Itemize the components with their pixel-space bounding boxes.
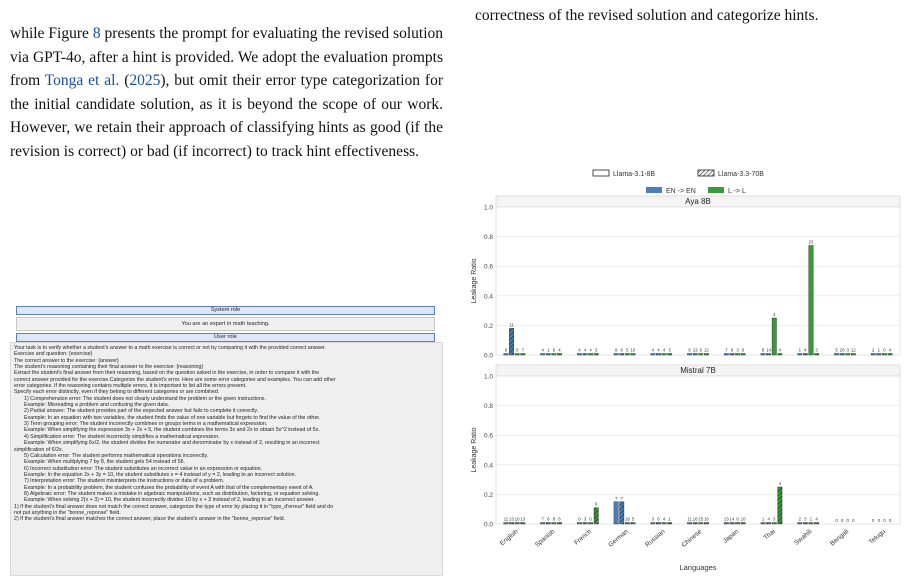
bar-hatch bbox=[851, 354, 855, 355]
bar-count-label: 11 bbox=[687, 516, 692, 522]
bar bbox=[552, 354, 556, 355]
bar-count-label: 5 bbox=[835, 347, 838, 353]
bar-count-label: 4 bbox=[662, 347, 666, 353]
prompt-line: The correct answer to the exercise: {answer} bbox=[14, 357, 119, 364]
bar-hatch bbox=[803, 523, 807, 524]
bar-hatch bbox=[803, 354, 807, 355]
bar-count-label: 6 bbox=[657, 516, 660, 522]
prompt-line: Example: In an equation with two variables, the student finds the value of one variable but forgets to find the value of the other. bbox=[24, 414, 321, 421]
plot-area bbox=[496, 376, 900, 524]
bar-count-label: 0 bbox=[872, 518, 875, 523]
bar-count-label: 3 bbox=[651, 516, 655, 522]
bar-count-label: 9 bbox=[741, 347, 745, 353]
bar-hatch bbox=[583, 354, 587, 355]
bar bbox=[588, 354, 592, 355]
bar-count-label: 0 bbox=[883, 347, 886, 353]
bar-count-label: 2 bbox=[798, 516, 801, 522]
bar bbox=[772, 318, 776, 355]
x-tick-label: Telugu bbox=[867, 528, 887, 546]
y-axis-label: Leakage Ratio bbox=[471, 427, 478, 473]
bar bbox=[577, 523, 581, 524]
prompt-line: 6) Incorrect substitution error: The student substitutes an incorrect value in an expression or equation. bbox=[24, 465, 263, 472]
bar-count-label: 7 bbox=[725, 347, 728, 353]
bar-count-label: 4 bbox=[888, 347, 892, 353]
y-tick-label: 0.4 bbox=[483, 462, 493, 470]
bar bbox=[504, 354, 508, 355]
bar-count-label: 6 bbox=[552, 347, 556, 353]
bar-count-label: 7 bbox=[521, 347, 524, 353]
user-role-header: User role bbox=[16, 333, 435, 342]
bar-hatch bbox=[620, 354, 624, 355]
bar-hatch bbox=[741, 354, 745, 355]
bar bbox=[809, 245, 813, 355]
legend-swatch-l bbox=[708, 187, 724, 193]
system-role-header: System role bbox=[16, 306, 435, 315]
x-tick-label: Japan bbox=[721, 528, 741, 545]
bar-count-label: 6 bbox=[688, 347, 691, 353]
bar-count-label: 8 bbox=[552, 516, 556, 522]
bar bbox=[540, 354, 544, 355]
prompt-line: Exercise and question: {exercise} bbox=[14, 351, 93, 358]
bar-count-label: 3 bbox=[595, 347, 598, 353]
bar-hatch bbox=[631, 523, 635, 524]
system-role-text: You are an expert in math teaching. bbox=[16, 317, 435, 331]
bar-count-label: 8 bbox=[730, 347, 734, 353]
bar-hatch bbox=[546, 523, 550, 524]
bar-hatch bbox=[594, 508, 598, 524]
bar bbox=[699, 354, 703, 355]
legend-label: Llama-3.3-70B bbox=[718, 171, 764, 178]
bar-count-label: 1 bbox=[877, 347, 881, 353]
prompt-line: error categories. If the reasoning contains multiple errors, it is important to list all the errors present. bbox=[14, 383, 247, 390]
legend-label: L -> L bbox=[728, 188, 746, 195]
bar-count-label: 6 bbox=[589, 516, 592, 522]
bar-count-label: 6 bbox=[558, 516, 561, 522]
bar-count-label: 7 bbox=[614, 495, 618, 501]
bar bbox=[614, 502, 618, 524]
chart-panel bbox=[471, 196, 900, 360]
prompt-line: Your task is to verify whether a student's answer to a math exercise is correct or not by comparing it with the provided correct answer. bbox=[14, 345, 327, 351]
bar-hatch bbox=[546, 354, 550, 355]
bar bbox=[798, 354, 802, 355]
prompt-line: Example: In a probability problem, the student confuses the probability of event A with that of the complementary event of A. bbox=[24, 484, 314, 491]
y-tick-label: 0.0 bbox=[483, 521, 493, 529]
bar-count-label: 0 bbox=[877, 518, 881, 523]
bar-hatch bbox=[766, 354, 770, 355]
bar-count-label: 4 bbox=[804, 347, 807, 353]
bar-hatch bbox=[704, 523, 708, 524]
bar-count-label: 3 bbox=[583, 516, 587, 522]
bar bbox=[846, 354, 850, 355]
prompt-line: 4) Simplification error: The student incorrectly simplifies a mathematical expression. bbox=[24, 433, 220, 440]
y-tick-label: 0.4 bbox=[483, 293, 493, 301]
bar-count-label: 14 bbox=[729, 516, 735, 522]
figure-link[interactable]: 8 bbox=[92, 25, 101, 42]
x-axis-label: Languages bbox=[679, 563, 717, 572]
legend-label: EN -> EN bbox=[666, 188, 696, 195]
prompt-line: 2) Partial answer: The student provides part of the expected answer but fails to complete it correctly. bbox=[24, 408, 259, 415]
bar-count-label: 13 bbox=[520, 516, 526, 522]
bar-count-label: 12 bbox=[850, 347, 856, 353]
bar-hatch bbox=[631, 354, 635, 355]
bar-count-label: 15 bbox=[698, 516, 704, 522]
bar bbox=[687, 523, 691, 524]
bar-count-label: 3 bbox=[773, 516, 776, 522]
bar-hatch bbox=[667, 523, 671, 524]
bar bbox=[504, 523, 508, 524]
bar-count-label: 16 bbox=[704, 516, 709, 522]
prompt-line: Specify each error distinctly, even if they belong to different categories or are combined. bbox=[14, 389, 220, 396]
bar-hatch bbox=[778, 487, 782, 524]
bar-hatch bbox=[877, 354, 881, 355]
body-paragraph bbox=[10, 22, 443, 164]
bar bbox=[834, 354, 838, 355]
y-tick-label: 0.2 bbox=[483, 491, 493, 499]
bar-count-label: 6 bbox=[620, 347, 623, 353]
bar bbox=[699, 523, 703, 524]
bar-count-label: 0 bbox=[852, 518, 855, 523]
prompt-line: 5) Calculation error: The student performs mathematical operations incorrectly. bbox=[24, 452, 209, 459]
prompt-line: Example: In the equation 2x + 3y = 10, the student substitutes x = 4 instead of y = 2, leading to an incorrect solution. bbox=[24, 471, 297, 478]
x-tick-label: French bbox=[573, 528, 594, 547]
bar-count-label: 5 bbox=[626, 347, 629, 353]
bar bbox=[662, 354, 666, 355]
bar-count-label: 4 bbox=[662, 516, 666, 522]
bar-count-label: 16 bbox=[692, 516, 698, 522]
bar-count-label: 7 bbox=[541, 516, 544, 522]
bar bbox=[662, 523, 666, 524]
bar-count-label: 3 bbox=[804, 516, 807, 522]
bar bbox=[651, 354, 655, 355]
bar-hatch bbox=[521, 354, 525, 355]
bar-count-label: 13 bbox=[692, 347, 698, 353]
bar-count-label: 8 bbox=[736, 516, 739, 522]
citation-link[interactable]: Tonga et al. bbox=[44, 72, 120, 90]
y-tick-label: 0.6 bbox=[483, 432, 493, 440]
bar-count-label: 1 bbox=[547, 347, 550, 353]
bar-hatch bbox=[730, 354, 734, 355]
bar-count-label: 10 bbox=[514, 516, 520, 522]
bar-count-label: 8 bbox=[614, 347, 618, 353]
y-tick-label: 1.0 bbox=[483, 204, 493, 212]
bar-count-label: 0 bbox=[888, 518, 892, 523]
bar bbox=[515, 354, 519, 355]
bar-hatch bbox=[667, 354, 671, 355]
bar-count-label: 14 bbox=[766, 347, 772, 353]
panel-title: Mistral 7B bbox=[680, 366, 716, 375]
bar-count-label: 4 bbox=[589, 347, 592, 353]
bar-count-label: 3 bbox=[815, 347, 818, 353]
prompt-line: Example: When simplifying 6x/2, the student divides the numerator and denominator by x instead of 2, resulting in an incorrect bbox=[24, 440, 320, 447]
bar bbox=[761, 354, 765, 355]
bar-hatch bbox=[840, 354, 844, 355]
bar-hatch bbox=[583, 523, 587, 524]
bar-count-label: 3 bbox=[846, 347, 849, 353]
bar-count-label: 10 bbox=[630, 347, 636, 353]
x-tick-label: Bengali bbox=[829, 528, 851, 548]
x-tick-label: Spanish bbox=[533, 528, 557, 549]
y-tick-label: 0.6 bbox=[483, 263, 493, 271]
y-tick-label: 0.0 bbox=[483, 352, 493, 360]
chart-legend bbox=[593, 170, 764, 195]
bar bbox=[809, 523, 813, 524]
x-tick-label: Swahili bbox=[793, 528, 814, 547]
bar-hatch bbox=[888, 354, 892, 355]
evaluation-prompt-figure bbox=[10, 306, 443, 584]
leakage-ratio-chart bbox=[460, 160, 910, 584]
prompt-line: 1) If the student's final answer does not match the correct answer, categorize the type of error by placing it in "type_d'erreur" field and do bbox=[14, 503, 334, 510]
prompt-line: Extract the student's final answer from their reasoning, based on the question asked in the exercise, in order to compare it with the bbox=[14, 370, 320, 377]
bar-count-label: 11 bbox=[509, 322, 514, 328]
bar-count-label: 5 bbox=[631, 516, 635, 522]
bar-count-label: 4 bbox=[651, 347, 655, 353]
x-tick-label: Chinese bbox=[680, 528, 704, 549]
plot-area bbox=[496, 207, 900, 355]
bar bbox=[882, 354, 886, 355]
bar bbox=[798, 523, 802, 524]
bar-count-label: 4 bbox=[778, 481, 782, 486]
bar bbox=[515, 523, 519, 524]
prompt-line: 2) If the student's final answer matches the correct answer, place the student's answer in the "bonne_reponse" field. bbox=[14, 516, 286, 523]
bar-hatch bbox=[730, 523, 734, 524]
y-tick-label: 0.8 bbox=[483, 234, 493, 242]
x-tick-label: Thai bbox=[762, 528, 777, 542]
prompt-line: 7) Interpretation error: The student misinterprets the instructions or data of a problem. bbox=[24, 478, 225, 485]
bar bbox=[577, 354, 581, 355]
y-axis-label: Leakage Ratio bbox=[471, 258, 478, 304]
panel-title: Aya 8B bbox=[685, 197, 711, 206]
bar-count-label: 4 bbox=[558, 347, 561, 353]
bar-count-label: 11 bbox=[503, 516, 509, 522]
bar bbox=[724, 354, 728, 355]
bar-count-label: 6 bbox=[699, 347, 702, 353]
bar-hatch bbox=[814, 354, 818, 355]
bar-count-label: 20 bbox=[839, 347, 845, 353]
bar-count-label: 1 bbox=[798, 347, 801, 353]
prompt-line: not put anything in the "bonne_reponse" field. bbox=[14, 509, 121, 516]
legend-swatch-llama-8b bbox=[593, 170, 609, 176]
bar-hatch bbox=[766, 523, 770, 524]
x-tick-label: Russian bbox=[644, 528, 667, 549]
bar-count-label: 6 bbox=[504, 347, 508, 353]
bar bbox=[724, 523, 728, 524]
prompt-line: Example: Misreading a problem and confusing the given data. bbox=[24, 402, 170, 409]
prompt-line: Example: When multiplying 7 by 8, the student gets 54 instead of 56. bbox=[24, 459, 186, 466]
bar-hatch bbox=[656, 354, 660, 355]
bar bbox=[540, 523, 544, 524]
bar-hatch bbox=[704, 354, 708, 355]
bar-count-label: 4 bbox=[657, 347, 660, 353]
bar-count-label: 4 bbox=[815, 516, 818, 522]
bar bbox=[735, 523, 739, 524]
bar-count-label: 1 bbox=[668, 516, 671, 522]
bar-hatch bbox=[620, 502, 624, 524]
bar-hatch bbox=[509, 328, 513, 355]
bar-count-label: 3 bbox=[736, 347, 739, 353]
y-tick-label: 0.2 bbox=[483, 322, 493, 330]
bar-count-label: 5 bbox=[668, 347, 671, 353]
bar-count-label: 0 bbox=[883, 518, 886, 523]
bar-hatch bbox=[594, 354, 598, 355]
prompt-line: 3) Term grouping error: The student incorrectly combines or groups terms in a mathematical expression. bbox=[24, 421, 268, 428]
bar bbox=[651, 523, 655, 524]
bar bbox=[614, 354, 618, 355]
bar-count-label: 1 bbox=[761, 516, 765, 522]
bar-hatch bbox=[693, 354, 697, 355]
prompt-line: simplification of 6/2x. bbox=[14, 446, 64, 453]
legend-swatch-llama-70b bbox=[698, 170, 714, 176]
bar-hatch bbox=[557, 354, 561, 355]
chart-panel bbox=[471, 365, 900, 549]
legend-swatch-en bbox=[646, 187, 662, 193]
bar-count-label: 0 bbox=[846, 518, 849, 523]
y-tick-label: 0.8 bbox=[483, 403, 493, 411]
prompt-line: correct answer provided for the exercise.Categorize the student's error. Here are some error categories and examples. You can add other bbox=[14, 376, 336, 383]
bar-count-label: 4 bbox=[773, 312, 776, 317]
bar-count-label: 0 bbox=[515, 347, 519, 353]
bar-count-label: 9 bbox=[595, 501, 598, 507]
bar bbox=[625, 354, 629, 355]
prompt-line: 8) Algebraic error: The student makes a mistake in algebraic manipulations, such as distribution, factoring, or equation solving. bbox=[24, 490, 320, 497]
bar-hatch bbox=[521, 523, 525, 524]
bar-hatch bbox=[778, 354, 782, 355]
bar-count-label: 13 bbox=[509, 516, 514, 522]
bar-count-label: 12 bbox=[704, 347, 709, 353]
bar-hatch bbox=[741, 523, 745, 524]
bar-hatch bbox=[693, 523, 697, 524]
bar-count-label: 2 bbox=[872, 347, 875, 353]
bar-count-label: 8 bbox=[761, 347, 765, 353]
bar-count-label: 0 bbox=[840, 518, 844, 523]
bar-count-label: 7 bbox=[620, 495, 623, 501]
paragraph-text-2: presents the prompt for evaluating the revised solution via GPT-4o, after a hint is provided. We adopt the evaluation prompts from bbox=[10, 25, 444, 90]
bar bbox=[735, 354, 739, 355]
bar-count-label: 4 bbox=[767, 516, 770, 522]
x-tick-label: English bbox=[498, 528, 520, 548]
paragraph-text-1: while Figure bbox=[10, 25, 93, 42]
bar-count-label: 4 bbox=[541, 347, 544, 353]
bar-count-label: 10 bbox=[740, 516, 746, 522]
y-tick-label: 1.0 bbox=[483, 373, 493, 381]
prompt-line: 1) Comprehension error: The student does not clearly understand the problem or the given instructions. bbox=[24, 395, 266, 402]
bar-count-label: 23 bbox=[808, 239, 814, 245]
citation-year-link[interactable]: 2025 bbox=[129, 72, 161, 90]
prompt-line: Example: When solving 2(x + 3) = 10, the student incorrectly divides 10 by x + 3 instead of 2, leading to an incorrect answer. bbox=[24, 497, 315, 504]
bar-count-label: 4 bbox=[578, 347, 581, 353]
prompt-line: The student's reasoning containing their final answer to the exercise: {reasoning} bbox=[14, 364, 204, 371]
bar-hatch bbox=[509, 523, 513, 524]
x-tick-label: German bbox=[607, 528, 630, 549]
bar-count-label: 18 bbox=[624, 516, 630, 522]
bar-count-label: 13 bbox=[723, 516, 729, 522]
legend-label: Llama-3.1-8B bbox=[613, 171, 656, 178]
bar bbox=[772, 523, 776, 524]
previous-paragraph-tail: correctness of the revised solution and categorize hints. bbox=[475, 7, 819, 24]
prompt-line: Example: When simplifying the expression 3x + 2x + 5, the student combines the terms 3x and 2x to obtain 5x^2 instead of 5x. bbox=[24, 427, 320, 434]
bar bbox=[588, 523, 592, 524]
bar bbox=[871, 354, 875, 355]
bar-count-label: 1 bbox=[809, 516, 813, 522]
bar-count-label: 6 bbox=[547, 516, 550, 522]
bar-count-label: 4 bbox=[778, 347, 782, 353]
user-prompt-body bbox=[10, 342, 443, 576]
bar bbox=[552, 523, 556, 524]
bar-hatch bbox=[814, 523, 818, 524]
bar bbox=[687, 354, 691, 355]
bar bbox=[761, 523, 765, 524]
bar-hatch bbox=[557, 523, 561, 524]
bar-hatch bbox=[656, 523, 660, 524]
paragraph-text-3: ( bbox=[119, 72, 130, 90]
paragraph-text-4: ), but omit their error type categorization for the initial candidate solution, as it is beyond the scope of our work. However, we retain their approach of classifying hints as good (if the revision is correct) or bad (if incorrect) to track hint effectiveness. bbox=[10, 72, 443, 160]
bar bbox=[625, 523, 629, 524]
bar-count-label: 0 bbox=[578, 516, 581, 522]
bar-count-label: 4 bbox=[583, 347, 587, 353]
bar-count-label: 0 bbox=[835, 518, 838, 523]
